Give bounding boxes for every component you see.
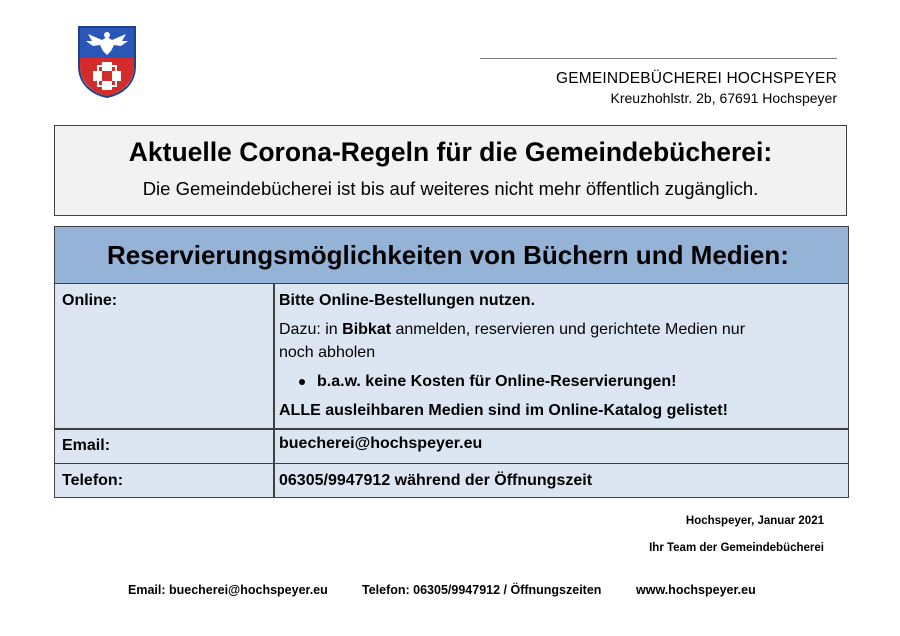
coat-of-arms-logo bbox=[78, 26, 136, 98]
reservation-heading: Reservierungsmöglichkeiten von Büchern und Medien: bbox=[107, 240, 789, 270]
online-line3: noch abholen bbox=[279, 344, 376, 361]
notice-title: Aktuelle Corona-Regeln für die Gemeindebücherei: bbox=[128, 137, 773, 167]
header-divider bbox=[480, 58, 837, 59]
bibkat-link-text: Bibkat bbox=[342, 321, 392, 338]
place-date: Hochspeyer, Januar 2021 bbox=[685, 515, 824, 527]
online-bullet-item bbox=[299, 373, 676, 391]
footer-email[interactable]: Email: buecherei@hochspeyer.eu bbox=[128, 583, 328, 597]
online-line5: ALLE ausleihbaren Medien sind im Online-Katalog gelistet! bbox=[279, 402, 728, 419]
footer-phone: Telefon: 06305/9947912 / Öffnungszeiten bbox=[362, 583, 602, 597]
team-signature: Ihr Team der Gemeindebücherei bbox=[649, 542, 824, 554]
online-line1: Bitte Online-Bestellungen nutzen. bbox=[279, 292, 536, 309]
online-line2-prefix: Dazu: in bbox=[279, 321, 343, 338]
email-value[interactable]: buecherei@hochspeyer.eu bbox=[279, 435, 483, 452]
library-address: Kreuzhohlstr. 2b, 67691 Hochspeyer bbox=[610, 90, 837, 106]
row-divider-online bbox=[55, 428, 848, 430]
online-bullet-text: b.a.w. keine Kosten für Online-Reservierungen! bbox=[317, 373, 677, 390]
footer-website[interactable]: www.hochspeyer.eu bbox=[636, 583, 756, 597]
bullet-icon bbox=[299, 379, 305, 385]
online-line2 bbox=[279, 321, 745, 339]
notice-subtitle: Die Gemeindebücherei ist bis auf weiteres nicht mehr öffentlich zugänglich. bbox=[142, 178, 759, 199]
phone-label: Telefon: bbox=[62, 472, 124, 489]
phone-value: 06305/9947912 während der Öffnungszeit bbox=[279, 472, 593, 489]
email-label: Email: bbox=[62, 437, 111, 454]
corona-notice-box bbox=[54, 125, 847, 216]
column-divider bbox=[273, 284, 275, 498]
reservation-table-header bbox=[55, 227, 848, 284]
library-name: GEMEINDEBÜCHEREI HOCHSPEYER bbox=[555, 70, 837, 87]
reservation-table bbox=[54, 226, 849, 498]
online-label: Online: bbox=[62, 292, 118, 309]
online-line2-suffix: anmelden, reservieren und gerichtete Medien nur bbox=[391, 321, 746, 338]
row-divider-email bbox=[55, 463, 848, 464]
